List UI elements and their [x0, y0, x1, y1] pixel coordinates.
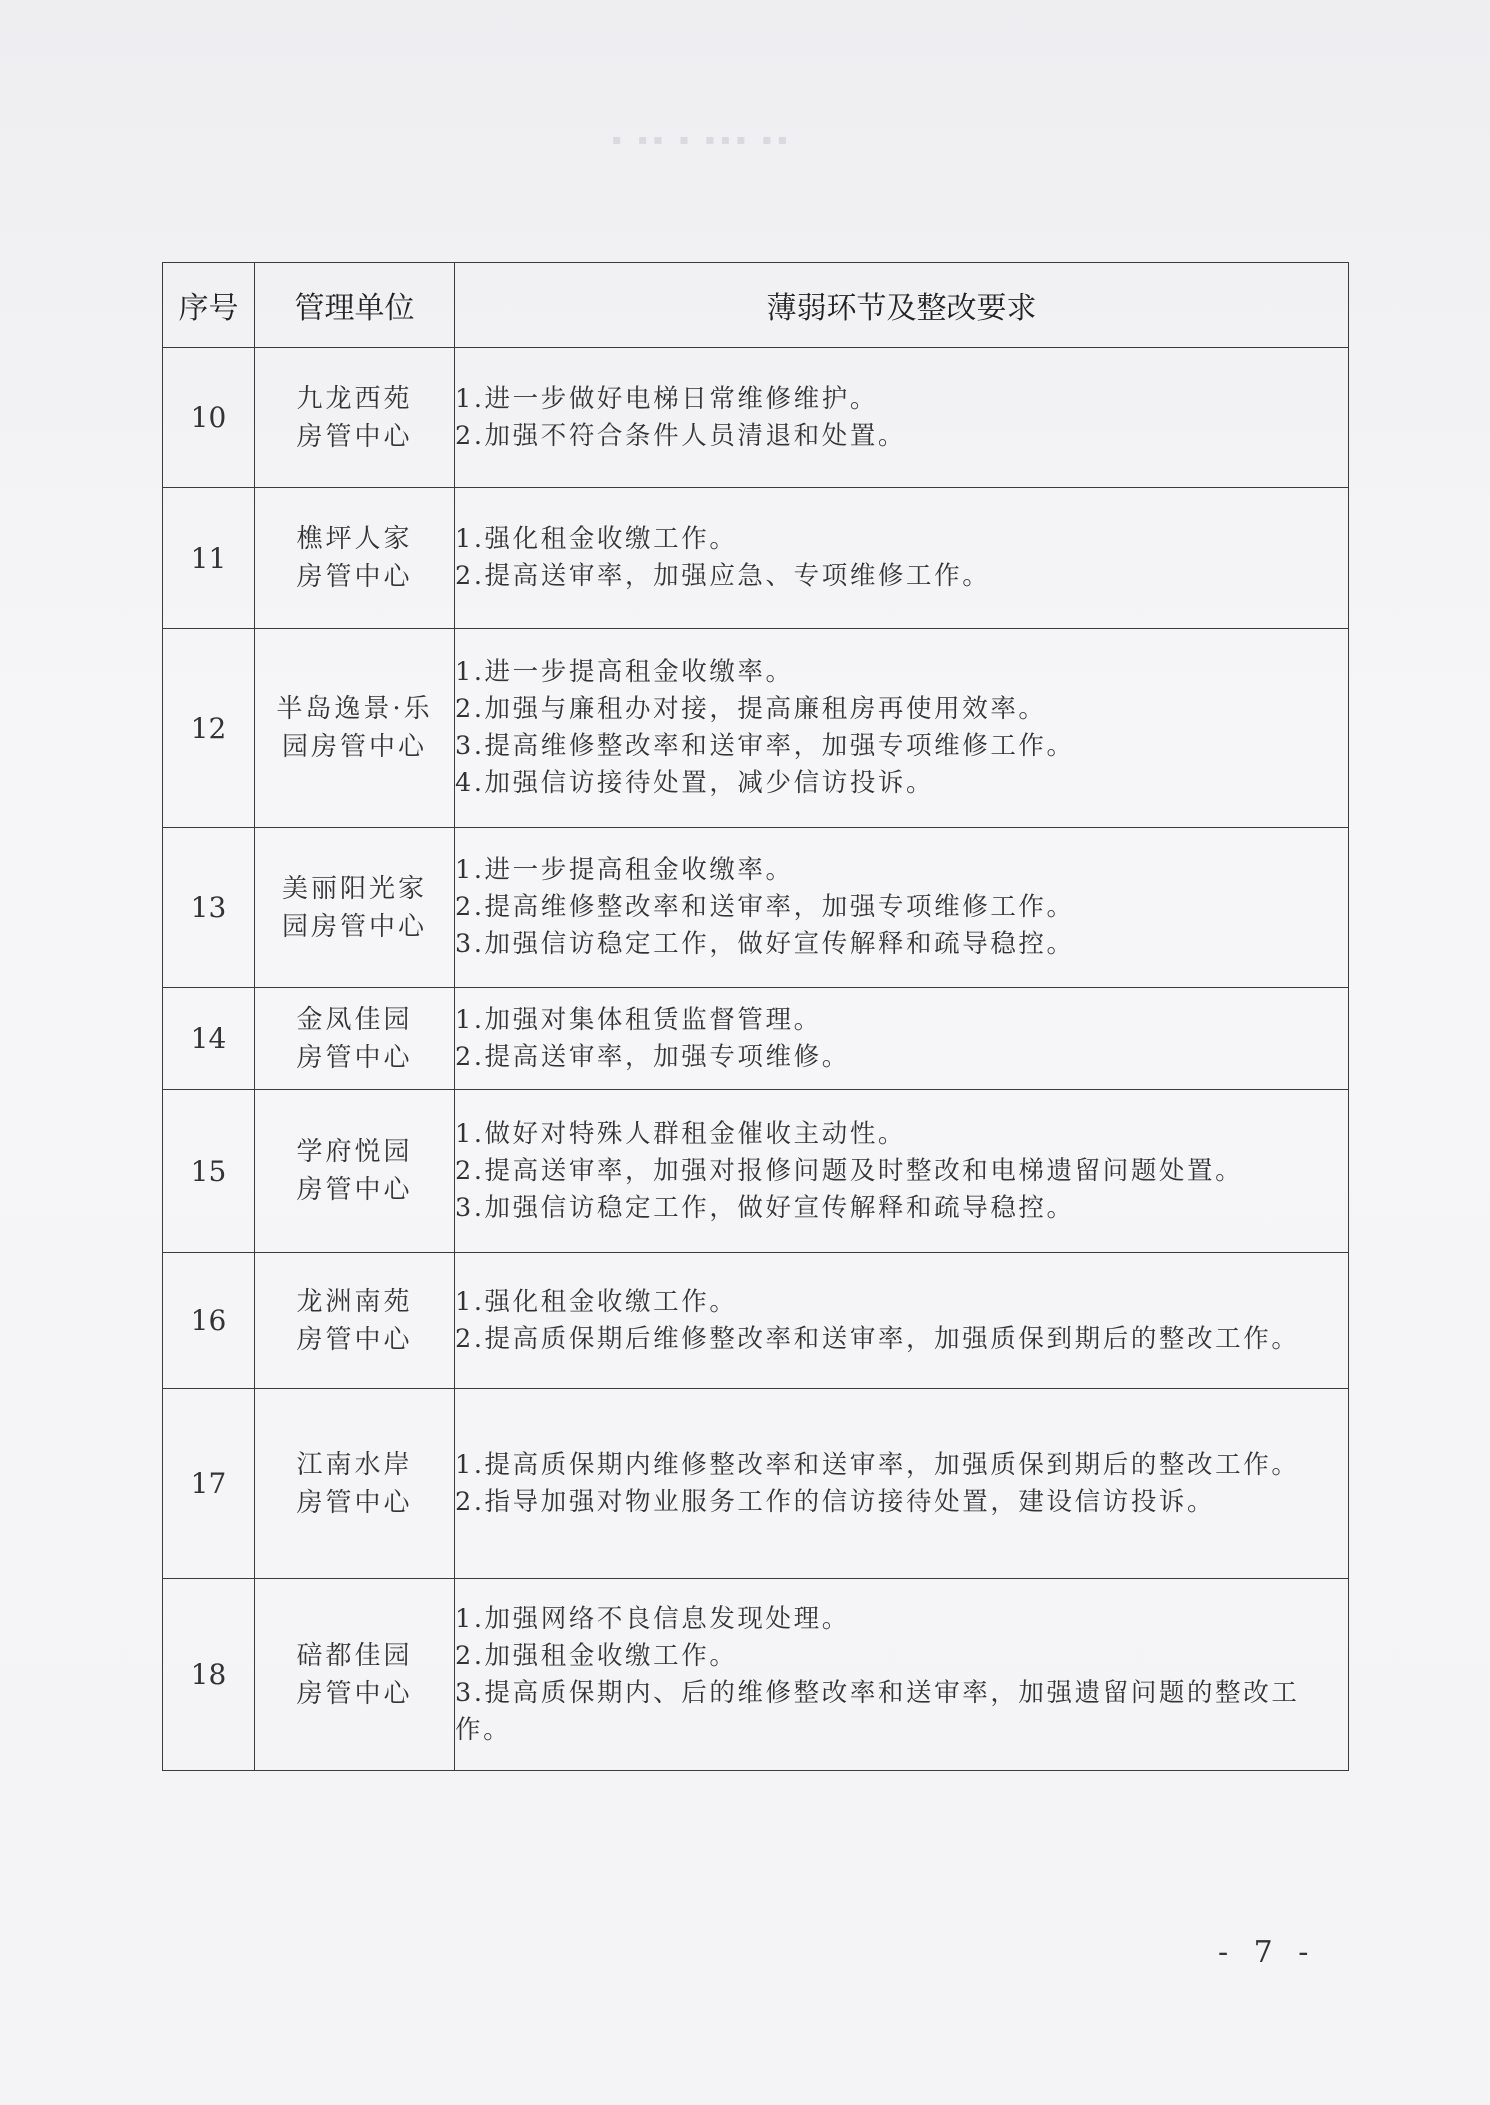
row-number: 18 [163, 1579, 255, 1771]
requirement-item: 1.加强网络不良信息发现处理。 [455, 1603, 850, 1634]
requirement-item: 2.提高送审率，加强应急、专项维修工作。 [455, 561, 991, 591]
table-row [163, 988, 1349, 1090]
requirement-item: 3.提高质保期内、后的维修整改率和送审率，加强遗留问题的整改工作。 [455, 1677, 1300, 1745]
unit-line: 房管中心 [296, 562, 413, 592]
management-unit [255, 1579, 455, 1771]
unit-line: 樵坪人家 [296, 524, 413, 554]
requirement-item: 1.加强对集体租赁监督管理。 [455, 1004, 822, 1035]
table-row [163, 1253, 1349, 1389]
header-unit: 管理单位 [255, 263, 455, 348]
requirement-item: 2.提高质保期后维修整改率和送审率，加强质保到期后的整改工作。 [455, 1323, 1300, 1354]
unit-line: 园房管中心 [281, 911, 427, 942]
management-unit [255, 348, 455, 488]
requirement-item: 2.加强不符合条件人员清退和处置。 [455, 420, 907, 451]
row-number: 11 [163, 488, 255, 629]
header-requirements: 薄弱环节及整改要求 [455, 263, 1349, 348]
table-row [163, 1090, 1349, 1253]
requirement-item: 2.提高维修整改率和送审率，加强专项维修工作。 [455, 892, 1075, 922]
unit-line: 房管中心 [296, 1175, 413, 1205]
requirements-cell [455, 1253, 1349, 1389]
management-unit [255, 988, 455, 1090]
unit-line: 美丽阳光家 [281, 873, 427, 904]
table-header-row [163, 263, 1349, 348]
management-unit [255, 1253, 455, 1389]
unit-line: 金凤佳园 [296, 1004, 413, 1035]
requirements-cell [455, 1389, 1349, 1579]
requirements-cell [455, 828, 1349, 988]
show-through-header: ▪ ▪▪ ▪ ▪▪▪ ▪▪ [612, 132, 794, 148]
unit-line: 房管中心 [296, 1324, 413, 1355]
table-row [163, 1579, 1349, 1771]
requirement-item: 3.提高维修整改率和送审率，加强专项维修工作。 [455, 731, 1075, 761]
requirement-item: 1.进一步提高租金收缴率。 [455, 855, 794, 885]
row-number: 13 [163, 828, 255, 988]
row-number: 17 [163, 1389, 255, 1579]
management-unit [255, 1090, 455, 1253]
table-row [163, 629, 1349, 828]
requirements-cell [455, 488, 1349, 629]
unit-line: 房管中心 [296, 1678, 413, 1709]
requirement-item: 2.指导加强对物业服务工作的信访接待处置，建设信访投诉。 [455, 1486, 1216, 1517]
requirement-item: 1.强化租金收缴工作。 [455, 1286, 738, 1317]
row-number: 16 [163, 1253, 255, 1389]
requirement-item: 2.提高送审率，加强专项维修。 [455, 1041, 850, 1072]
unit-line: 房管中心 [296, 421, 413, 452]
requirements-cell [455, 988, 1349, 1090]
requirements-cell [455, 629, 1349, 828]
requirement-item: 2.提高送审率，加强对报修问题及时整改和电梯遗留问题处置。 [455, 1155, 1244, 1186]
unit-line: 园房管中心 [281, 732, 427, 762]
requirement-item: 1.做好对特殊人群租金催收主动性。 [455, 1118, 907, 1149]
header-no: 序号 [163, 263, 255, 348]
row-number: 15 [163, 1090, 255, 1253]
requirements-cell [455, 348, 1349, 488]
unit-line: 半岛逸景·乐 [276, 694, 433, 724]
management-unit [255, 488, 455, 629]
management-unit [255, 828, 455, 988]
requirement-item: 1.进一步做好电梯日常维修维护。 [455, 383, 878, 414]
requirement-item: 4.加强信访接待处置，减少信访投诉。 [455, 768, 935, 798]
row-number: 10 [163, 348, 255, 488]
requirements-cell [455, 1090, 1349, 1253]
table-row [163, 488, 1349, 629]
unit-line: 龙洲南苑 [296, 1286, 413, 1317]
table-row [163, 828, 1349, 988]
unit-line: 房管中心 [296, 1042, 413, 1073]
requirements-cell [455, 1579, 1349, 1771]
requirement-item: 1.提高质保期内维修整改率和送审率，加强质保到期后的整改工作。 [455, 1449, 1300, 1480]
rectification-table [162, 262, 1349, 1771]
row-number: 14 [163, 988, 255, 1090]
page-number: - 7 - [1218, 1935, 1317, 1970]
row-number: 12 [163, 629, 255, 828]
table-row [163, 348, 1349, 488]
unit-line: 房管中心 [296, 1487, 413, 1518]
unit-line: 学府悦园 [296, 1137, 413, 1167]
management-unit [255, 629, 455, 828]
unit-line: 江南水岸 [296, 1449, 413, 1480]
unit-line: 九龙西苑 [296, 383, 413, 414]
requirement-item: 1.强化租金收缴工作。 [455, 524, 738, 554]
requirement-item: 1.进一步提高租金收缴率。 [455, 657, 794, 687]
unit-line: 碚都佳园 [296, 1640, 413, 1671]
management-unit [255, 1389, 455, 1579]
requirement-item: 2.加强与廉租办对接，提高廉租房再使用效率。 [455, 694, 1047, 724]
requirement-item: 3.加强信访稳定工作，做好宣传解释和疏导稳控。 [455, 1192, 1075, 1223]
requirement-item: 2.加强租金收缴工作。 [455, 1640, 738, 1671]
requirement-item: 3.加强信访稳定工作，做好宣传解释和疏导稳控。 [455, 929, 1075, 959]
table-row [163, 1389, 1349, 1579]
